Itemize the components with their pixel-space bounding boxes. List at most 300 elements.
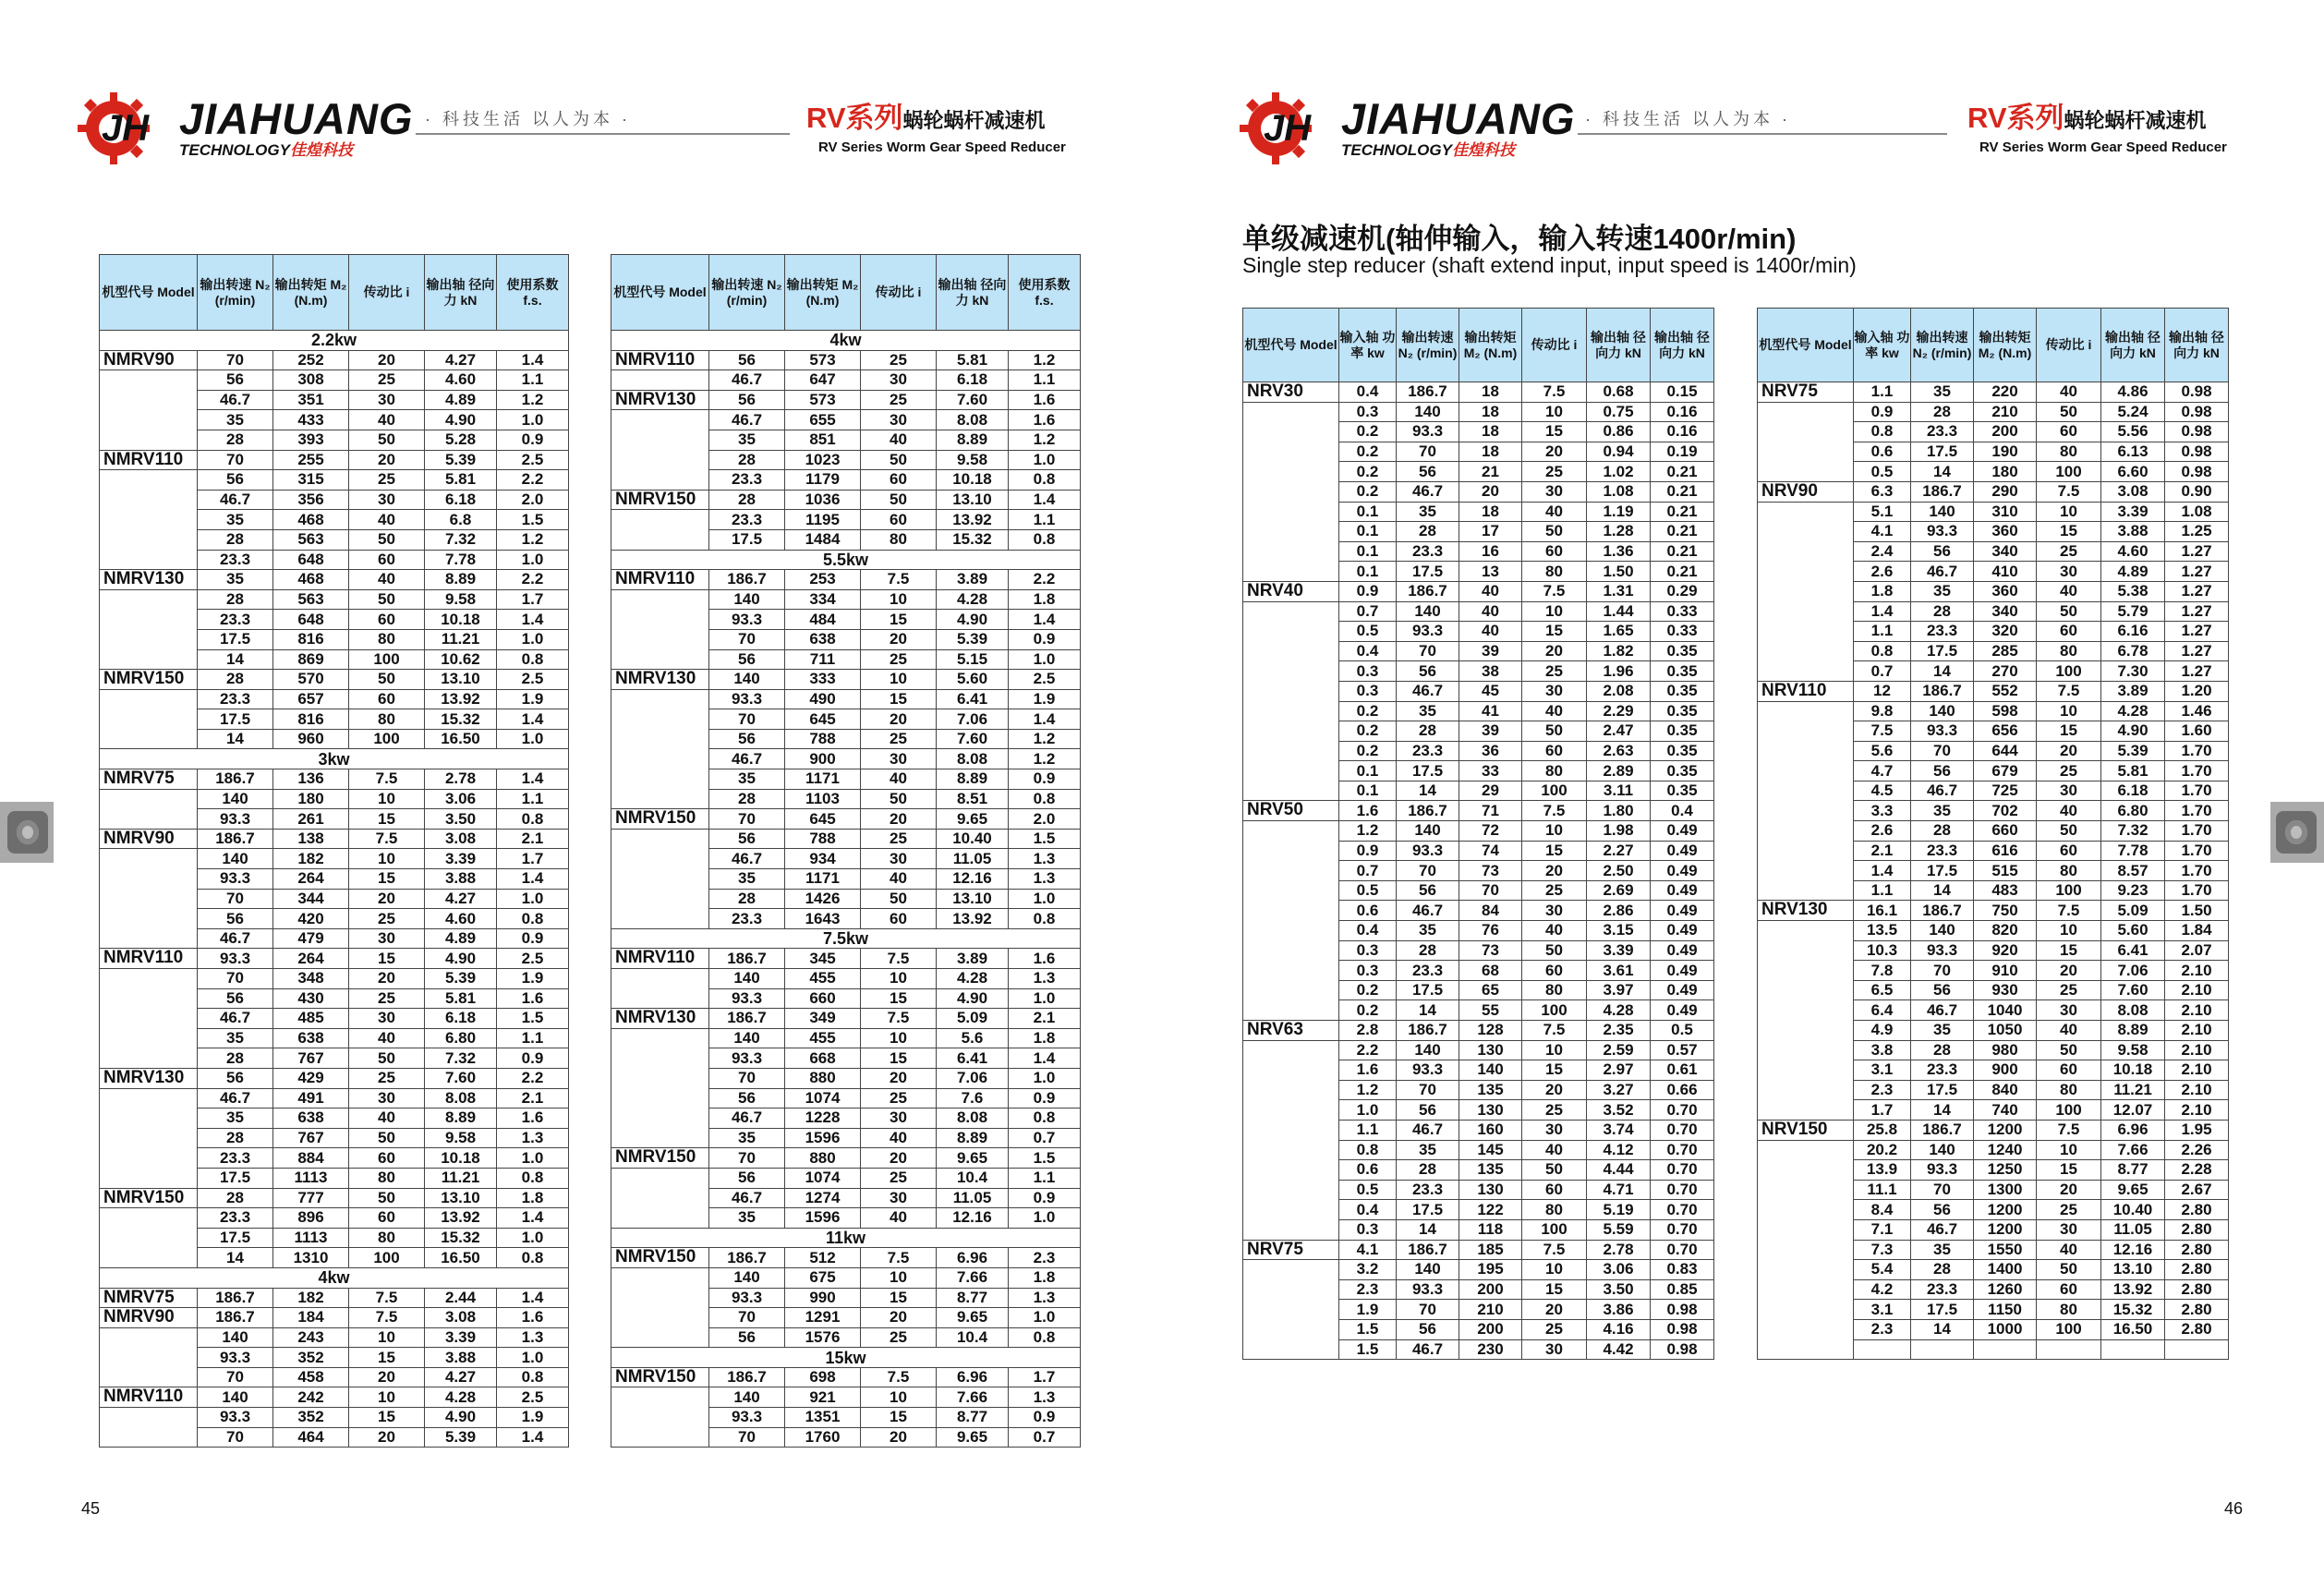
model-cell [1758,1300,1854,1320]
value-cell: 20 [1522,861,1587,881]
value-cell: 10 [349,1387,425,1408]
value-cell: 28 [198,1048,273,1069]
value-cell: 0.98 [2165,402,2229,422]
series-title-left [806,94,1046,136]
table-row [1243,801,1714,821]
value-cell: 0.2 [1339,741,1397,761]
value-cell: 73 [1459,940,1522,961]
value-cell: 1.4 [497,1208,569,1229]
value-cell: 5.60 [2101,921,2165,941]
value-cell: 1.6 [1339,1060,1397,1081]
value-cell: 0.1 [1339,522,1397,542]
value-cell: 50 [1522,940,1587,961]
value-cell: 12.16 [2101,1240,2165,1260]
column-header: 输出转矩 M₂ (N.m) [785,255,861,331]
value-cell: 9.23 [2101,880,2165,901]
model-cell: NMRV110 [100,1387,198,1408]
value-cell: 7.5 [1854,721,1911,742]
model-cell [1758,1140,1854,1160]
value-cell: 788 [785,729,861,749]
value-cell: 40 [1522,921,1587,941]
table-row [1758,1200,2229,1220]
value-cell: 0.21 [1651,541,1714,562]
gear-logo-icon [78,92,150,164]
value-cell: 20 [349,889,425,909]
value-cell: 186.7 [198,769,273,790]
table-row [611,709,1081,730]
table-row [1758,661,2229,682]
table-row [1243,681,1714,701]
table-row [611,1327,1081,1348]
table-row [100,1128,569,1148]
value-cell: 2.2 [1009,570,1081,590]
value-cell: 140 [198,1327,273,1348]
table-row [611,1068,1081,1088]
table-row [1243,1100,1714,1121]
table-row [100,1327,569,1348]
value-cell: 140 [198,849,273,869]
value-cell: 7.5 [2037,681,2101,701]
value-cell: 4.2 [1854,1279,1911,1300]
value-cell: 140 [1459,1060,1522,1081]
value-cell: 7.5 [1522,581,1587,601]
model-cell [611,749,709,769]
value-cell: 15 [2037,522,2101,542]
value-cell: 46.7 [1911,781,1974,801]
model-cell [1243,1180,1339,1200]
value-cell: 1.2 [497,390,569,410]
value-cell: 35 [198,1028,273,1048]
model-cell [100,1327,198,1348]
value-cell: 767 [273,1048,349,1069]
value-cell: 186.7 [1397,382,1459,403]
model-cell [1243,721,1339,742]
value-cell: 8.89 [425,1108,497,1129]
value-cell: 647 [785,370,861,391]
value-cell: 0.4 [1339,921,1397,941]
model-cell [100,988,198,1009]
model-cell: NMRV75 [100,769,198,790]
gearbox-thumbnail-icon [2276,811,2317,854]
value-cell: 0.70 [1651,1120,1714,1140]
value-cell: 46.7 [198,390,273,410]
model-cell [611,430,709,450]
table-row [100,1348,569,1368]
value-cell: 140 [1911,921,1974,941]
value-cell: 70 [198,1367,273,1387]
power-rating: 2.2kw [100,331,569,351]
table-row [611,1208,1081,1229]
value-cell: 0.70 [1651,1100,1714,1121]
power-group-row [100,1267,569,1288]
model-cell [611,1168,709,1188]
value-cell: 25 [349,470,425,491]
value-cell: 0.35 [1651,721,1714,742]
value-cell: 0.98 [2165,462,2229,482]
value-cell: 1.65 [1587,622,1651,642]
model-cell [1243,940,1339,961]
value-cell: 573 [785,390,861,410]
value-cell: 1195 [785,510,861,530]
value-cell: 7.06 [937,709,1009,730]
value-cell: 0.3 [1339,402,1397,422]
table-row [1243,502,1714,522]
table-row [611,949,1081,969]
value-cell: 0.70 [1651,1140,1714,1160]
value-cell: 740 [1974,1100,2037,1121]
value-cell: 35 [1911,801,1974,821]
value-cell: 40 [2037,801,2101,821]
table-row [611,670,1081,690]
value-cell [2037,1339,2101,1360]
table-row [1758,1260,2229,1280]
value-cell: 1.36 [1587,541,1651,562]
table-row [611,809,1081,830]
value-cell: 0.49 [1651,821,1714,842]
table-row [1243,541,1714,562]
model-cell [100,1367,198,1387]
value-cell: 2.2 [497,470,569,491]
value-cell: 23.3 [709,470,785,491]
value-cell: 70 [709,1427,785,1448]
model-cell [100,370,198,391]
value-cell: 261 [273,809,349,830]
value-cell: 2.29 [1587,701,1651,721]
value-cell: 1.7 [1854,1100,1911,1121]
value-cell: 8.08 [937,1108,1009,1129]
table-row [1243,821,1714,842]
value-cell: 0.8 [497,809,569,830]
value-cell: 1.2 [1009,430,1081,450]
value-cell: 5.81 [425,470,497,491]
value-cell: 28 [1911,402,1974,422]
value-cell: 84 [1459,901,1522,921]
value-cell: 130 [1459,1180,1522,1200]
brand-logo-left [78,92,456,166]
value-cell: 4.28 [2101,701,2165,721]
value-cell: 458 [273,1367,349,1387]
table-row [1758,462,2229,482]
model-cell [611,1387,709,1408]
value-cell: 3.89 [2101,681,2165,701]
value-cell: 100 [1522,1219,1587,1240]
table-row [100,849,569,869]
value-cell: 1.0 [1009,988,1081,1009]
value-cell: 17.5 [709,529,785,550]
value-cell: 3.39 [425,849,497,869]
value-cell: 290 [1974,481,2037,502]
power-rating: 15kw [611,1348,1081,1368]
value-cell: 186.7 [1397,1021,1459,1041]
value-cell: 1.0 [497,410,569,430]
table-row [100,670,569,690]
model-cell [611,849,709,869]
table-row [611,829,1081,849]
value-cell: 3.50 [425,809,497,830]
value-cell: 4.90 [2101,721,2165,742]
model-cell [1243,422,1339,442]
table-row [100,709,569,730]
value-cell: 1.4 [1009,709,1081,730]
value-cell: 1.1 [497,370,569,391]
value-cell: 598 [1974,701,2037,721]
value-cell: 3.50 [1587,1279,1651,1300]
model-cell [1243,1060,1339,1081]
table-row [100,1408,569,1428]
value-cell: 252 [273,350,349,370]
value-cell: 816 [273,709,349,730]
model-cell [100,809,198,830]
model-cell [1243,502,1339,522]
value-cell: 0.35 [1651,781,1714,801]
table-row [611,529,1081,550]
value-cell: 80 [349,709,425,730]
value-cell: 638 [273,1028,349,1048]
value-cell: 1.2 [1009,729,1081,749]
model-cell [1243,821,1339,842]
model-cell [611,1088,709,1108]
table-row [100,729,569,749]
value-cell: 1351 [785,1408,861,1428]
model-cell [100,849,198,869]
value-cell: 2.1 [1009,1009,1081,1029]
value-cell: 512 [785,1248,861,1268]
table-row [611,410,1081,430]
value-cell: 40 [1459,601,1522,622]
value-cell: 35 [709,769,785,790]
value-cell: 1.7 [497,589,569,610]
value-cell: 1.3 [1009,1288,1081,1308]
value-cell: 1.7 [1009,1367,1081,1387]
value-cell: 4.1 [1339,1240,1397,1260]
model-cell [611,1267,709,1288]
value-cell: 455 [785,1028,861,1048]
value-cell: 30 [2037,781,2101,801]
value-cell: 1310 [273,1248,349,1268]
value-cell: 9.65 [937,1427,1009,1448]
value-cell: 1.31 [1587,581,1651,601]
value-cell: 140 [1911,701,1974,721]
value-cell: 35 [1911,1240,1974,1260]
table-row [100,510,569,530]
model-cell [1243,1279,1339,1300]
value-cell: 1200 [1974,1219,2037,1240]
table-row [1758,841,2229,861]
value-cell: 100 [349,1248,425,1268]
value-cell: 33 [1459,761,1522,781]
value-cell: 50 [349,430,425,450]
value-cell: 3.08 [425,1308,497,1328]
value-cell: 10 [1522,601,1587,622]
value-cell: 50 [1522,522,1587,542]
value-cell: 2.5 [497,450,569,470]
model-cell [611,1327,709,1348]
value-cell: 17.5 [1911,641,1974,661]
value-cell: 2.6 [1854,562,1911,582]
value-cell: 80 [1522,562,1587,582]
value-cell: 25 [2037,1200,2101,1220]
value-cell: 8.89 [937,1128,1009,1148]
value-cell: 14 [198,1248,273,1268]
value-cell: 1.0 [497,889,569,909]
value-cell: 816 [273,629,349,649]
model-cell [100,1427,198,1448]
value-cell: 1.6 [1009,390,1081,410]
model-cell [100,709,198,730]
value-cell: 20 [1522,442,1587,462]
value-cell: 56 [198,909,273,929]
value-cell: 10 [861,589,937,610]
table-row [1758,541,2229,562]
value-cell: 0.35 [1651,701,1714,721]
value-cell: 0.98 [1651,1339,1714,1360]
table-row [100,949,569,969]
value-cell: 10.4 [937,1327,1009,1348]
model-cell: NMRV130 [611,390,709,410]
header-rule-left [416,133,790,135]
value-cell: 28 [1397,1160,1459,1181]
value-cell: 30 [861,1188,937,1208]
value-cell: 1643 [785,909,861,929]
model-cell [1758,961,1854,981]
model-cell: NRV40 [1243,581,1339,601]
value-cell: 4.90 [425,949,497,969]
table-row [1243,1040,1714,1060]
table-row [1758,481,2229,502]
model-cell [100,689,198,709]
value-cell: 70 [1397,861,1459,881]
value-cell: 6.18 [937,370,1009,391]
value-cell: 60 [861,470,937,491]
table-row [1243,921,1714,941]
value-cell: 616 [1974,841,2037,861]
table-row [1243,641,1714,661]
table-row [100,789,569,809]
value-cell: 0.8 [1854,641,1911,661]
value-cell: 17.5 [1911,861,1974,881]
value-cell: 3.3 [1854,801,1911,821]
table-row [100,829,569,849]
value-cell: 4.1 [1854,522,1911,542]
value-cell: 40 [1522,701,1587,721]
value-cell: 36 [1459,741,1522,761]
table-row [611,749,1081,769]
model-cell [1243,1160,1339,1181]
value-cell: 1.27 [2165,601,2229,622]
value-cell: 410 [1974,562,2037,582]
value-cell: 4.9 [1854,1021,1911,1041]
value-cell: 1426 [785,889,861,909]
value-cell: 393 [273,430,349,450]
table-row [100,490,569,510]
model-cell [1758,1100,1854,1121]
model-cell [100,470,198,491]
value-cell: 10.18 [425,1148,497,1169]
value-cell: 70 [1911,961,1974,981]
value-cell: 3.89 [937,570,1009,590]
value-cell: 0.2 [1339,721,1397,742]
value-cell: 0.49 [1651,901,1714,921]
value-cell: 3.88 [425,1348,497,1368]
model-cell [611,629,709,649]
value-cell: 10.18 [425,610,497,630]
value-cell [2101,1339,2165,1360]
value-cell: 1.70 [2165,741,2229,761]
value-cell: 1171 [785,869,861,890]
value-cell: 1.0 [497,550,569,570]
value-cell: 15.32 [937,529,1009,550]
value-cell: 80 [2037,641,2101,661]
table-row [1758,1160,2229,1181]
value-cell: 270 [1974,661,2037,682]
value-cell: 50 [2037,821,2101,842]
value-cell: 3.86 [1587,1300,1651,1320]
model-cell [1758,1000,1854,1021]
table-row [1758,940,2229,961]
value-cell: 0.2 [1339,442,1397,462]
model-cell [1758,622,1854,642]
value-cell: 93.3 [198,869,273,890]
series-rv: RV系列 [806,102,903,134]
value-cell: 50 [349,1188,425,1208]
column-header: 机型代号 Model [611,255,709,331]
model-cell [1243,781,1339,801]
value-cell: 0.21 [1651,481,1714,502]
value-cell: 23.3 [198,610,273,630]
value-cell: 0.98 [2165,422,2229,442]
value-cell: 4.60 [2101,541,2165,562]
value-cell: 7.1 [1854,1219,1911,1240]
column-header: 输出轴 径向力 kN [425,255,497,331]
value-cell: 20 [349,450,425,470]
value-cell: 9.58 [425,1128,497,1148]
model-cell [1243,1319,1339,1339]
value-cell: 7.5 [861,949,937,969]
value-cell: 8.57 [2101,861,2165,881]
value-cell: 18 [1459,402,1522,422]
value-cell: 70 [1397,1080,1459,1100]
value-cell: 1.96 [1587,661,1651,682]
value-cell: 145 [1459,1140,1522,1160]
value-cell: 725 [1974,781,2037,801]
model-cell [100,1009,198,1029]
value-cell: 1274 [785,1188,861,1208]
value-cell: 46.7 [198,490,273,510]
value-cell: 7.5 [1522,382,1587,403]
value-cell: 13.10 [425,670,497,690]
table-row [100,1148,569,1169]
value-cell: 50 [1522,721,1587,742]
table-row [100,909,569,929]
model-cell: NMRV110 [611,570,709,590]
value-cell: 20 [349,350,425,370]
value-cell: 4.7 [1854,761,1911,781]
value-cell: 9.58 [2101,1040,2165,1060]
series-sub: 蜗轮蜗杆减速机 [902,109,1046,132]
value-cell: 135 [1459,1160,1522,1181]
model-cell [100,1028,198,1048]
value-cell: 1.44 [1587,601,1651,622]
value-cell: 100 [349,649,425,670]
table-row [611,610,1081,630]
table-row [1243,1140,1714,1160]
value-cell: 25 [1522,1100,1587,1121]
value-cell: 8.08 [937,749,1009,769]
model-cell [1758,1339,1854,1360]
table-row [1758,1120,2229,1140]
table-row [611,969,1081,989]
value-cell: 72 [1459,821,1522,842]
